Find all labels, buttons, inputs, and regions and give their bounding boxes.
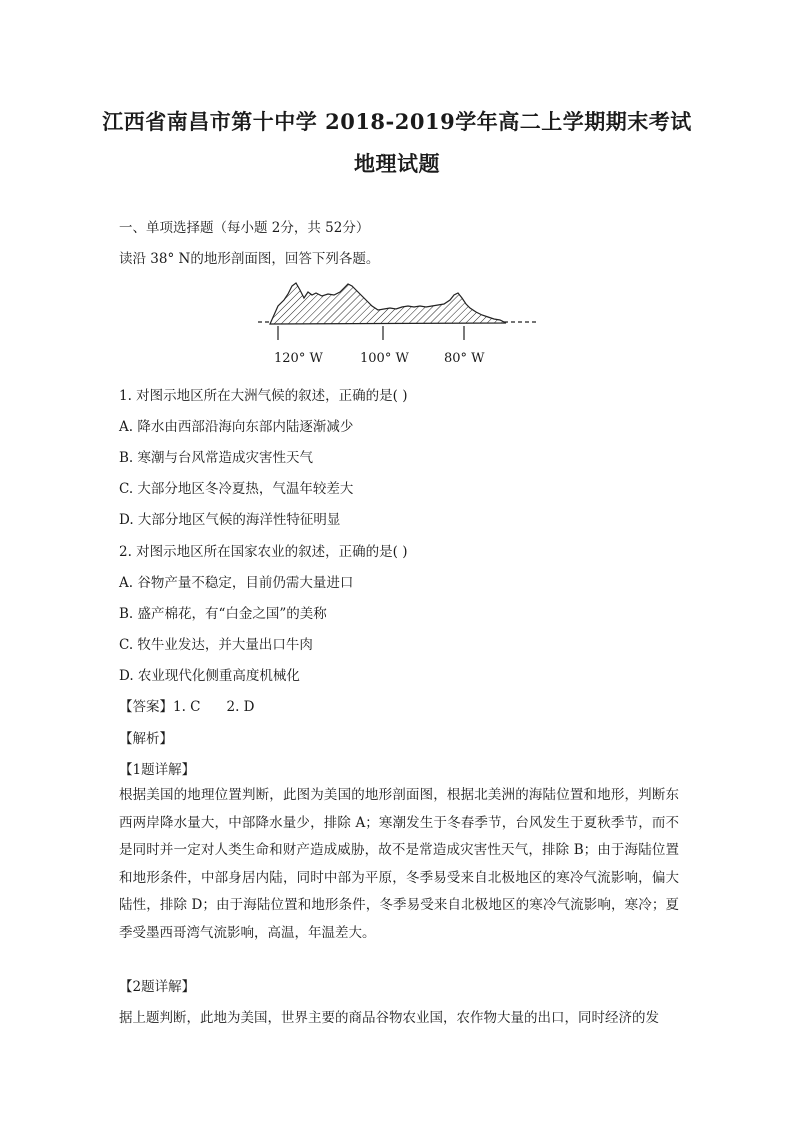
q1-option-d: D. 大部分地区气候的海洋性特征明显 <box>119 512 341 528</box>
answer-line <box>119 695 255 715</box>
section-intro: 读沿 38° N的地形剖面图，回答下列各题。 <box>119 251 380 267</box>
question-1-stem: 1. 对图示地区所在大洲气候的叙述，正确的是( ) <box>119 388 408 404</box>
detail-1-label: 【1题详解】 <box>119 762 196 778</box>
detail-2-text: 据上题判断，此地为美国，世界主要的商品谷物农业国，农作物大量的出口，同时经济的发 <box>119 1010 659 1026</box>
q2-option-b: B. 盛产棉花，有“白金之国”的美称 <box>119 606 327 622</box>
question-2-stem: 2. 对图示地区所在国家农业的叙述，正确的是( ) <box>119 544 408 560</box>
analysis-label: 【解析】 <box>119 731 173 747</box>
detail-2-label: 【2题详解】 <box>119 979 196 995</box>
document-subtitle: 地理试题 <box>354 151 440 176</box>
label-120w: 120° W <box>274 351 323 366</box>
terrain-profile <box>270 283 506 324</box>
terrain-profile-figure <box>256 278 546 370</box>
answer-label: 【答案】 <box>119 699 173 715</box>
q2-option-c: C. 牧牛业发达，并大量出口牛肉 <box>119 637 313 653</box>
q1-option-c: C. 大部分地区冬冷夏热，气温年较差大 <box>119 481 354 497</box>
q1-option-b: B. 寒潮与台风常造成灾害性天气 <box>119 450 314 466</box>
label-100w: 100° W <box>360 351 409 366</box>
q2-option-a: A. 谷物产量不稳定，目前仍需大量进口 <box>119 575 354 591</box>
answer-2: 2. D <box>226 699 255 715</box>
q1-option-a: A. 降水由西部沿海向东部内陆逐渐减少 <box>119 419 354 435</box>
label-80w: 80° W <box>444 351 485 366</box>
q2-option-d: D. 农业现代化侧重高度机械化 <box>119 668 300 684</box>
detail-1-text: 根据美国的地理位置判断，此图为美国的地形剖面图，根据北美洲的海陆位置和地形，判断东西两岸降水量大，中部降水量少，排除 A；寒潮发生于冬春季节，台风发生于夏秋季节，而不是同时并一定对人类生命和财产造成威胁，故不是常造成灾害性天气，排除 B；由于海陆位置和地形条件，中部身居内陆，同时中部为平原，冬季易受来自北极地区的寒冷气流影响，偏大陆性，排除 D；由于海陆位置和地形条件，冬季易受来自北极地区的寒冷气流影响，寒冷；夏季受墨西哥湾气流影响，高温，年温差大。 <box>119 787 679 941</box>
document-title: 江西省南昌市第十中学 2018-2019学年高二上学期期末考试 <box>102 109 692 134</box>
answer-1: 1. C <box>173 699 201 715</box>
section-heading: 一、单项选择题（每小题 2分，共 52分） <box>119 220 370 236</box>
